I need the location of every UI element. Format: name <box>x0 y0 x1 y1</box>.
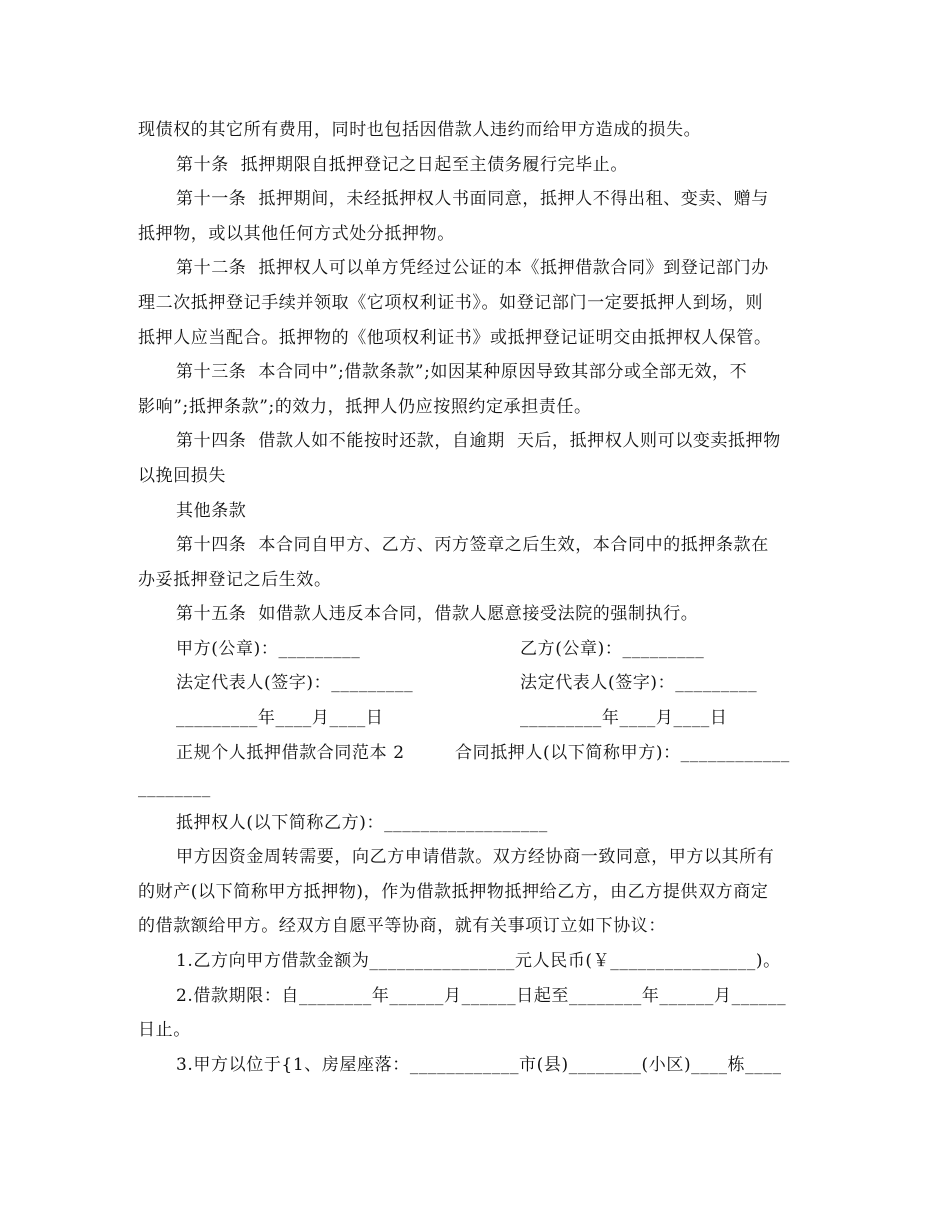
article-10: 第十条 抵押期限自抵押登记之日起至主债务履行完毕止。 <box>176 155 629 175</box>
text-line: 以挽回损失 <box>138 466 226 486</box>
article-11: 第十一条 抵押期间，未经抵押权人书面同意，抵押人不得出租、变卖、赠与 <box>176 189 769 209</box>
clause-3: 3.甲方以位于{1、房屋座落：____________市(县)________(小区)____栋____ <box>176 1055 782 1075</box>
article-15: 第十五条 如借款人违反本合同，借款人愿意接受法院的强制执行。 <box>176 604 699 624</box>
party-b-seal: 乙方(公章)：_________ <box>520 639 705 659</box>
text-line: 的财产(以下简称甲方抵押物)，作为借款抵押物抵押给乙方，由乙方提供双方商定 <box>138 882 769 902</box>
party-b-rep: 法定代表人(签字)：_________ <box>520 673 758 693</box>
text-line: 办妥抵押登记之后生效。 <box>138 570 332 590</box>
mortgagor-continuation: ________ <box>138 778 211 798</box>
section-heading: 其他条款 <box>176 501 247 521</box>
text-line: 理二次抵押登记手续并领取《它项权利证书》。如登记部门一定要抵押人到场，则 <box>138 293 764 313</box>
mortgagor-label: 合同抵押人(以下简称甲方)：____________ <box>455 743 790 763</box>
article-12: 第十二条 抵押权人可以单方凭经过公证的本《抵押借款合同》到登记部门办 <box>176 258 769 278</box>
text-line: 抵押人应当配合。抵押物的《他项权利证书》或抵押登记证明交由抵押权人保管。 <box>138 328 772 348</box>
text-line: 甲方因资金周转需要，向乙方申请借款。双方经协商一致同意，甲方以其所有 <box>176 847 775 867</box>
text-line: 的借款额给甲方。经双方自愿平等协商，就有关事项订立如下协议： <box>138 916 666 936</box>
mortgagee-label: 抵押权人(以下简称乙方)：__________________ <box>176 813 548 833</box>
party-a-seal: 甲方(公章)：_________ <box>176 639 361 659</box>
clause-2: 2.借款期限：自________年______月______日起至________年______月______ <box>176 986 787 1006</box>
article-14b: 第十四条 本合同自甲方、乙方、丙方签章之后生效，本合同中的抵押条款在 <box>176 535 769 555</box>
clause-1: 1.乙方向甲方借款金额为________________元人民币(￥________________)。 <box>176 951 781 971</box>
article-14: 第十四条 借款人如不能按时还款，自逾期 天后，抵押权人则可以变卖抵押物 <box>176 431 781 451</box>
text-line: 日止。 <box>138 1020 191 1040</box>
party-a-date: _________年____月____日 <box>176 708 384 728</box>
article-13: 第十三条 本合同中”;借款条款”;如因某种原因导致其部分或全部无效，不 <box>176 362 748 382</box>
text-line: 现债权的其它所有费用，同时也包括因借款人违约而给甲方造成的损失。 <box>138 120 702 140</box>
text-line: 抵押物，或以其他任何方式处分抵押物。 <box>138 224 455 244</box>
party-a-rep: 法定代表人(签字)：_________ <box>176 673 414 693</box>
text-line: 影响”;抵押条款”;的效力，抵押人仍应按照约定承担责任。 <box>138 397 592 417</box>
party-b-date: _________年____月____日 <box>520 708 728 728</box>
template-title: 正规个人抵押借款合同范本 2 <box>176 743 405 763</box>
